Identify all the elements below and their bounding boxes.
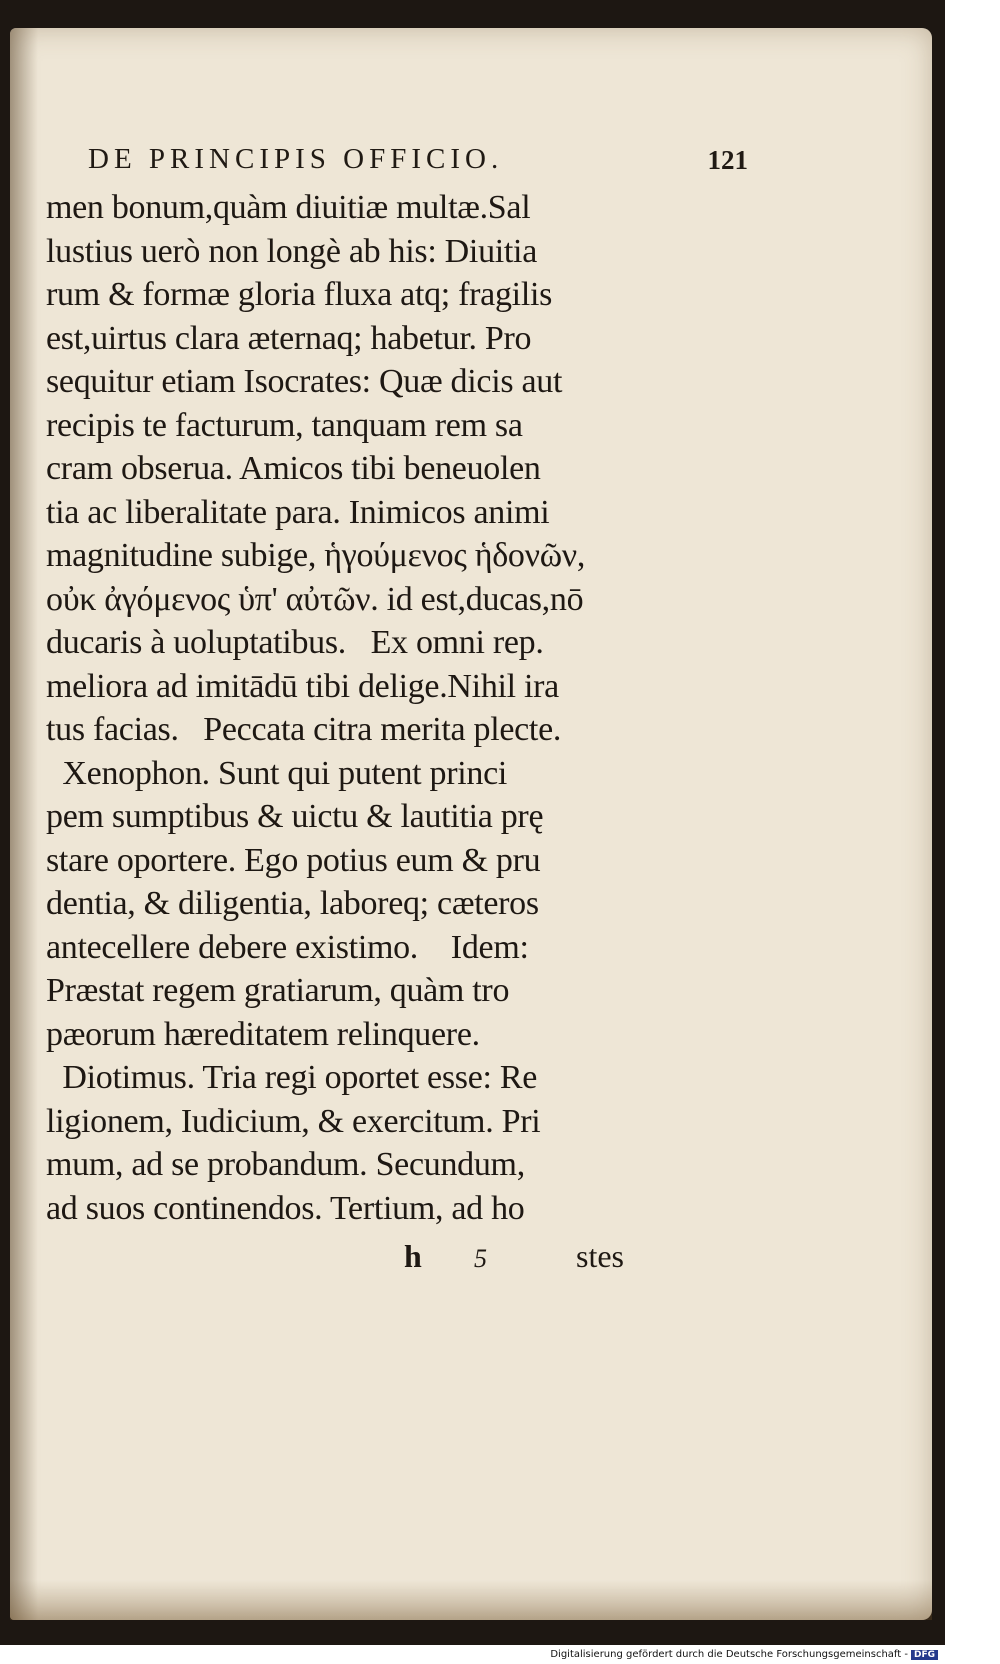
digitization-credit	[550, 1649, 938, 1660]
text-line: ducaris à uoluptatibus. Ex omni rep.	[46, 624, 544, 661]
text-line: lustius uerò non longè ab his: Diuitia	[46, 232, 537, 270]
catchline	[46, 1238, 706, 1282]
text-line: men bonum,quàm diuitiæ multæ.Sal	[46, 189, 531, 226]
text-line: Xenophon. Sunt qui putent princi	[46, 754, 508, 792]
text-line: Diotimus. Tria regi oportet esse: Re	[46, 1059, 538, 1096]
text-line: recipis te facturum, tanquam rem sa	[46, 406, 523, 444]
text-line: stare oportere. Ego potius eum & pru	[46, 841, 541, 879]
text-line: ad suos continendos. Tertium, ad ho	[46, 1189, 525, 1227]
text-line: magnitudine subige, ἡγούμενος ἡδονῶν,	[46, 537, 586, 574]
running-title: DE PRINCIPIS OFFICIO.	[88, 143, 504, 175]
body-text	[46, 186, 706, 1230]
text-line: pæorum hæreditatem relinquere.	[46, 1015, 480, 1053]
book-page	[10, 28, 932, 1620]
text-line: mum, ad se probandum. Secundum,	[46, 1146, 525, 1183]
text-line: dentia, & diligentia, laboreq; cæteros	[46, 885, 539, 922]
text-line: rum & formæ gloria fluxa atq; fragilis	[46, 276, 553, 313]
signature-mark: h	[404, 1238, 422, 1274]
text-line: tia ac liberalitate para. Inimicos animi	[46, 493, 550, 531]
text-line: sequitur etiam Isocrates: Quæ dicis aut	[46, 363, 563, 400]
text-line: Præstat regem gratiarum, quàm tro	[46, 972, 510, 1009]
text-line: cram obserua. Amicos tibi beneuolen	[46, 450, 541, 487]
text-line: est,uirtus clara æternaq; habetur. Pro	[46, 319, 532, 357]
page-number: 121	[707, 145, 748, 175]
text-line: antecellere debere existimo. Idem:	[46, 928, 529, 966]
catchword: stes	[576, 1238, 624, 1274]
credit-text: Digitalisierung gefördert durch die Deutsche Forschungsgemeinschaft -	[550, 1649, 908, 1660]
text-line: pem sumptibus & uictu & lautitia prę	[46, 798, 544, 835]
dfg-logo: DFG	[911, 1650, 938, 1660]
text-line: tus facias. Peccata citra merita plecte.	[46, 711, 562, 748]
signature-number: 5	[474, 1244, 487, 1273]
text-line: οὐκ ἀγόμενος ὑπ' αὐτῶν. id est,ducas,nō	[46, 580, 584, 618]
text-line: meliora ad imitādū tibi delige.Nihil ira	[46, 667, 559, 705]
running-header	[88, 143, 748, 179]
text-line: ligionem, Iudicium, & exercitum. Pri	[46, 1102, 541, 1140]
